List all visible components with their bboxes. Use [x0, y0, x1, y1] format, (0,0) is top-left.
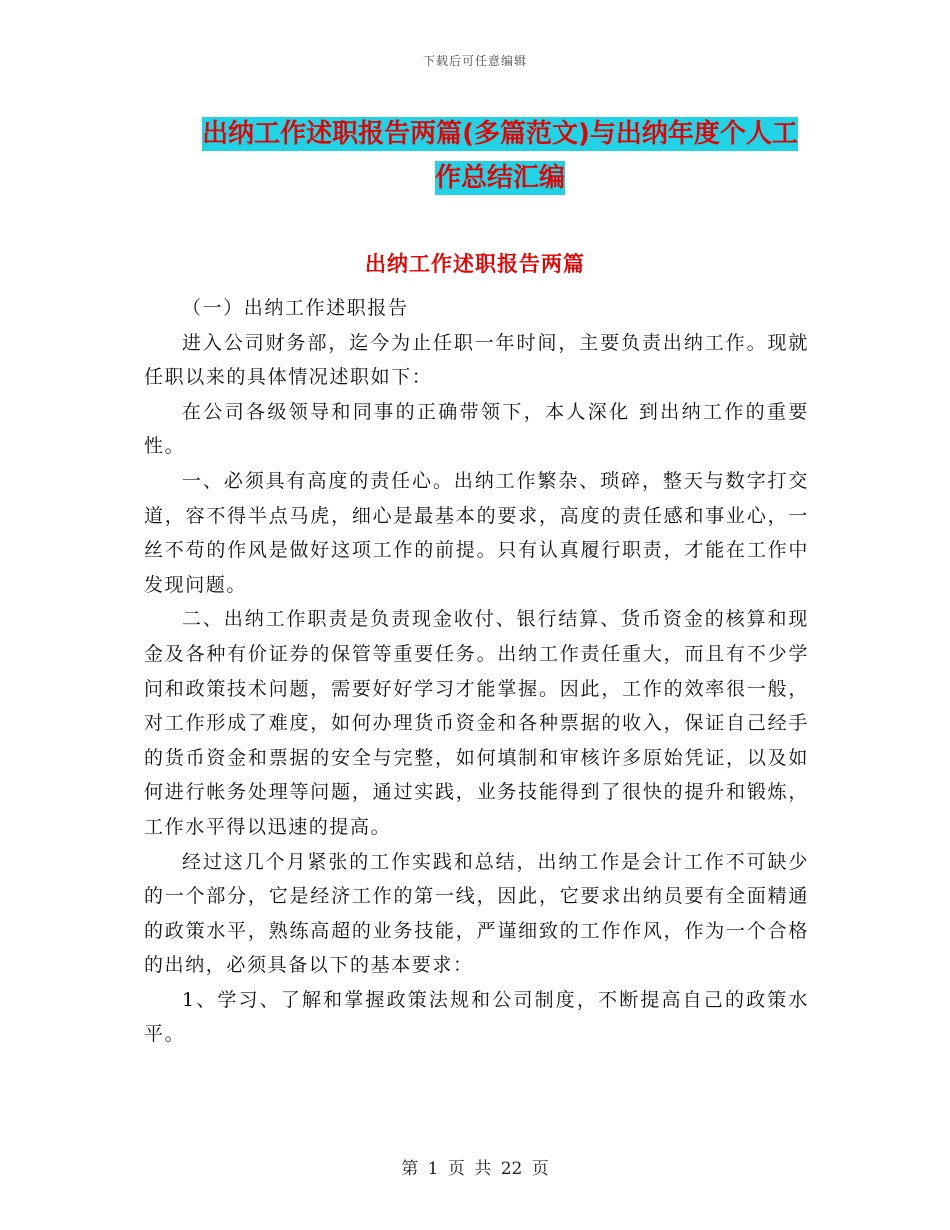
paragraph: 在公司各级领导和同事的正确带领下，本人深化 到出纳工作的重要性。 [144, 400, 809, 458]
paragraph: 经过这几个月紧张的工作实践和总结，出纳工作是会计工作不可缺少的一个部分，它是经济工作的第一线，因此，它要求出纳员要有全面精通的政策水平，熟练高超的业务技能，严谨细致的工作作风，作为一个合格的出纳，必须具备以下的基本要求： [144, 850, 809, 977]
section-title: 出纳工作述职报告两篇 [365, 252, 585, 276]
page-footer: 第 1 页 共 22 页 [401, 1159, 549, 1179]
document-title [150, 112, 850, 200]
subheading: （一）出纳工作述职报告 [182, 297, 409, 319]
paragraph: 二、出纳工作职责是负责现金收付、银行结算、货币资金的核算和现金及各种有价证券的保管等重要任务。出纳工作责任重大，而且有不少学问和政策技术问题，需要好好学习才能掌握。因此，工作的效率很一般，对工作形成了难度，如何办理货币资金和各种票据的收入，保证自己经手的货币资金和票据的安全与完整，如何填制和审核许多原始凭证，以及如何进行帐务处理等问题，通过实践，业务技能得到了很快的提升和锻炼，工作水平得以迅速的提高。 [144, 608, 809, 838]
document-title-line-2: 作总结汇编 [434, 163, 565, 193]
document-body [144, 291, 809, 1052]
paragraph: 进入公司财务部，迄今为止任职一年时间，主要负责出纳工作。现就任职以来的具体情况述职如下： [144, 331, 809, 389]
document-title-line-1: 出纳工作述职报告两篇(多篇范文)与出纳年度个人工 [202, 119, 798, 149]
header-note: 下载后可任意编辑 [422, 54, 527, 68]
paragraph: 一、必须具有高度的责任心。出纳工作繁杂、琐碎，整天与数字打交道，容不得半点马虎，细心是最基本的要求，高度的责任感和事业心，一丝不苟的作风是做好这项工作的前提。只有认真履行职责，才能在工作中发现问题。 [144, 469, 809, 596]
paragraph: 1、学习、了解和掌握政策法规和公司制度，不断提高自己的政策水平。 [144, 988, 809, 1046]
